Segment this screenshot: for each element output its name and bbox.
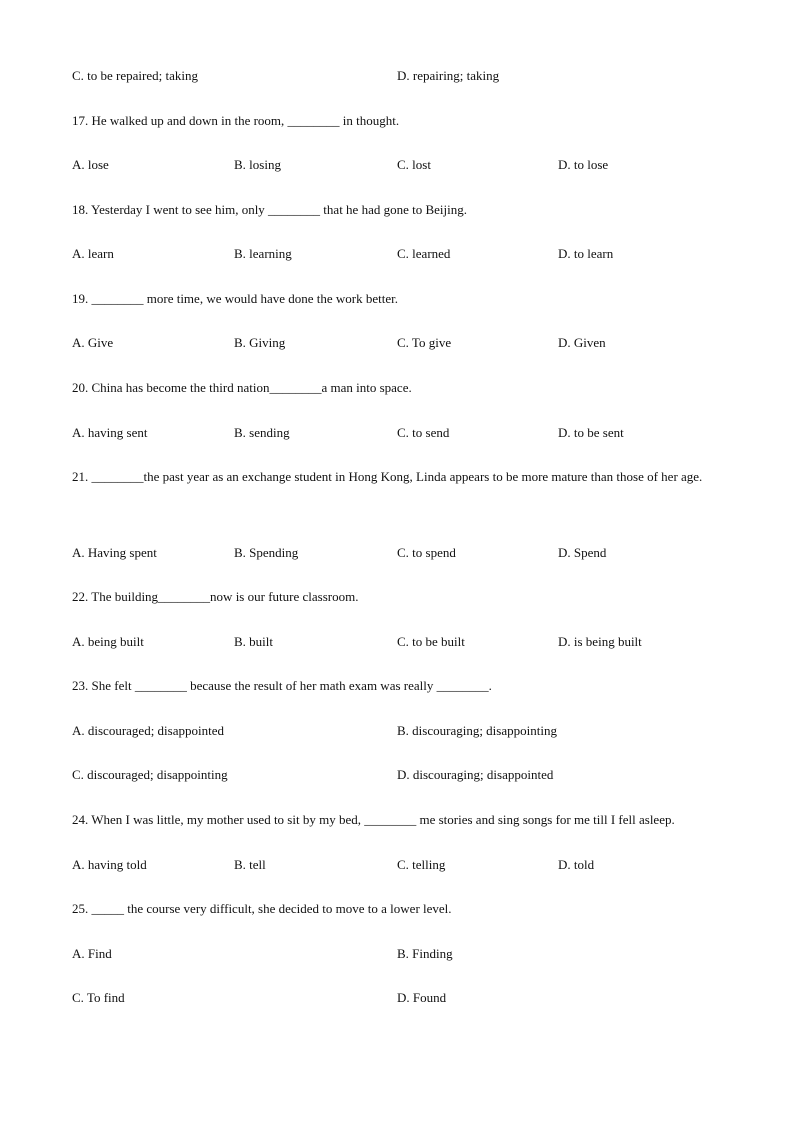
option-17-c: C. lost (397, 157, 431, 172)
option-22-d: D. is being built (558, 634, 642, 649)
option-18-a: A. learn (72, 246, 114, 261)
question-17-stem: 17. He walked up and down in the room, ________ in thought. (72, 113, 400, 128)
question-19-stem: 19. ________ more time, we would have done the work better. (72, 291, 399, 306)
option-17-b: B. losing (234, 157, 281, 172)
option-24-a: A. having told (72, 857, 147, 872)
option-16-c: C. to be repaired; taking (72, 68, 198, 83)
option-21-a: A. Having spent (72, 545, 157, 560)
option-22-a: A. being built (72, 634, 144, 649)
option-24-d: D. told (558, 857, 595, 872)
option-16-d: D. repairing; taking (397, 68, 500, 83)
question-24-stem: 24. When I was little, my mother used to sit by my bed, ________ me stories and sing songs for me till I fell asleep. (72, 812, 675, 827)
option-18-b: B. learning (234, 246, 292, 261)
option-19-a: A. Give (72, 335, 114, 350)
option-25-c: C. To find (72, 990, 125, 1005)
option-17-d: D. to lose (558, 157, 609, 172)
option-23-b: B. discouraging; disappointing (397, 723, 557, 738)
option-21-b: B. Spending (234, 545, 299, 560)
question-25-stem: 25. _____ the course very difficult, she decided to move to a lower level. (72, 901, 452, 916)
option-25-b: B. Finding (397, 946, 453, 961)
question-20-stem: 20. China has become the third nation________a man into space. (72, 380, 412, 395)
option-19-b: B. Giving (234, 335, 286, 350)
option-20-a: A. having sent (72, 425, 148, 440)
option-20-c: C. to send (397, 425, 450, 440)
question-23-stem: 23. She felt ________ because the result of her math exam was really ________. (72, 678, 492, 693)
option-19-d: D. Given (558, 335, 606, 350)
option-21-d: D. Spend (558, 545, 607, 560)
question-21-stem: 21. ________the past year as an exchange student in Hong Kong, Linda appears to be more mature than those of her age. (72, 469, 703, 484)
option-20-d: D. to be sent (558, 425, 624, 440)
option-22-b: B. built (234, 634, 274, 649)
option-18-d: D. to learn (558, 246, 614, 261)
option-18-c: C. learned (397, 246, 451, 261)
question-18-stem: 18. Yesterday I went to see him, only ________ that he had gone to Beijing. (72, 202, 468, 217)
option-23-d: D. discouraging; disappointed (397, 767, 554, 782)
option-17-a: A. lose (72, 157, 109, 172)
option-24-b: B. tell (234, 857, 266, 872)
question-22-stem: 22. The building________now is our future classroom. (72, 589, 359, 604)
option-24-c: C. telling (397, 857, 446, 872)
option-25-a: A. Find (72, 946, 112, 961)
option-23-c: C. discouraged; disappointing (72, 767, 228, 782)
option-23-a: A. discouraged; disappointed (72, 723, 224, 738)
option-19-c: C. To give (397, 335, 452, 350)
option-22-c: C. to be built (397, 634, 465, 649)
option-20-b: B. sending (234, 425, 290, 440)
option-25-d: D. Found (397, 990, 447, 1005)
option-21-c: C. to spend (397, 545, 456, 560)
